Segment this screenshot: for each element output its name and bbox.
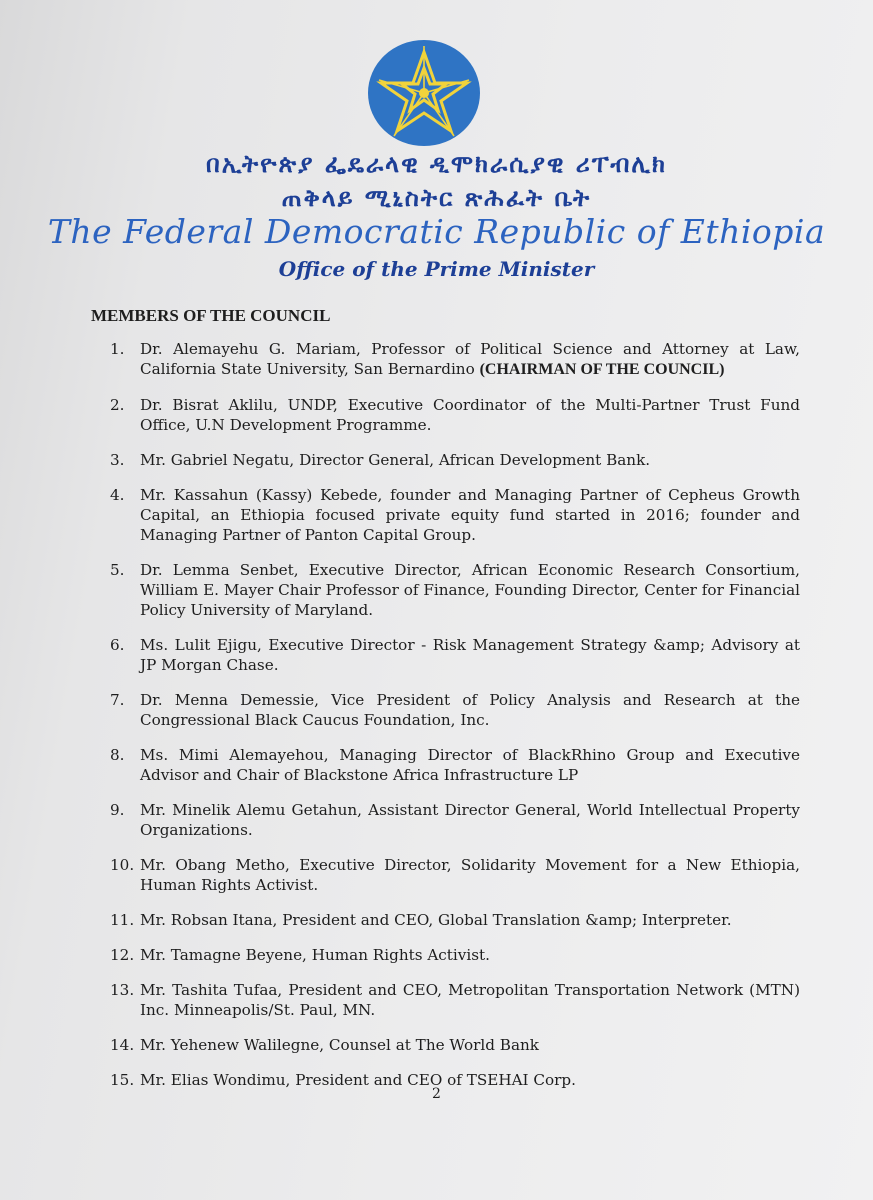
member-description: Mr. Gabriel Negatu, Director General, African Development Bank. — [140, 451, 651, 469]
member-description: Dr. Menna Demessie, Vice President of Policy Analysis and Research at the Congressional Black Caucus Foundation, Inc. — [140, 691, 800, 729]
members-list — [110, 339, 800, 1090]
amharic-office-name: ጠቅላይ ሚኒስትር ጽሕፈት ቤት — [281, 184, 592, 212]
item-number: 11. — [110, 911, 135, 929]
item-number: 14. — [110, 1036, 135, 1054]
member-description: Ms. Lulit Ejigu, Executive Director - Risk Management Strategy &amp; Advisory at JP Morgan Chase. — [140, 636, 800, 674]
ethiopian-emblem-icon — [366, 38, 482, 148]
item-number: 15. — [110, 1071, 135, 1089]
member-description: Mr. Tamagne Beyene, Human Rights Activist. — [140, 946, 490, 964]
list-item — [110, 745, 800, 785]
list-item — [110, 560, 800, 620]
amharic-country-name: በኢትዮጵያ ፌዴራላዊ ዲሞክራሲያዊ ሪፐብሊክ — [206, 150, 667, 178]
list-item — [110, 635, 800, 675]
item-number: 9. — [110, 801, 125, 819]
list-item — [110, 395, 800, 435]
list-item — [110, 945, 800, 965]
member-description: Dr. Lemma Senbet, Executive Director, African Economic Research Consortium, William E. Mayer Chair Professor of Finance, Founding Director, Center for Financial Policy University of Maryland. — [140, 561, 800, 619]
member-description: Dr. Bisrat Aklilu, UNDP, Executive Coordinator of the Multi-Partner Trust Fund Office, U.N Development Programme. — [140, 396, 800, 434]
member-description: Mr. Obang Metho, Executive Director, Solidarity Movement for a New Ethiopia, Human Rights Activist. — [140, 856, 800, 894]
item-number: 6. — [110, 636, 125, 654]
section-heading: MEMBERS OF THE COUNCIL — [91, 306, 331, 325]
list-item — [110, 910, 800, 930]
member-description: Mr. Yehenew Walilegne, Counsel at The World Bank — [140, 1036, 540, 1054]
item-number: 4. — [110, 486, 125, 504]
member-description: Mr. Elias Wondimu, President and CEO of TSEHAI Corp. — [140, 1071, 576, 1089]
chairman-label: (CHAIRMAN OF THE COUNCIL) — [479, 361, 725, 378]
item-number: 2. — [110, 396, 125, 414]
item-number: 7. — [110, 691, 125, 709]
list-item — [110, 1035, 800, 1055]
item-number: 10. — [110, 856, 135, 874]
office-title: Office of the Prime Minister — [278, 257, 595, 281]
list-item — [110, 855, 800, 895]
item-number: 13. — [110, 981, 135, 999]
member-description: Dr. Alemayehu G. Mariam, Professor of Political Science and Attorney at Law, California State University, San Bernardino — [140, 340, 800, 378]
item-number: 3. — [110, 451, 125, 469]
page-number: 2 — [432, 1086, 441, 1102]
list-item — [110, 450, 800, 470]
list-item — [110, 690, 800, 730]
member-description: Mr. Robsan Itana, President and CEO, Global Translation &amp; Interpreter. — [140, 911, 732, 929]
member-description: Ms. Mimi Alemayehou, Managing Director of BlackRhino Group and Executive Advisor and Chair of Blackstone Africa Infrastructure LP — [140, 746, 800, 784]
list-item — [110, 800, 800, 840]
item-number: 8. — [110, 746, 125, 764]
item-number: 1. — [110, 340, 125, 358]
member-description: Mr. Tashita Tufaa, President and CEO, Metropolitan Transportation Network (MTN) Inc. Minneapolis/St. Paul, MN. — [140, 981, 800, 1019]
member-description: Mr. Minelik Alemu Getahun, Assistant Director General, World Intellectual Property Organizations. — [140, 801, 800, 839]
list-item — [110, 485, 800, 545]
country-title: The Federal Democratic Republic of Ethiopia — [47, 212, 826, 251]
item-number: 5. — [110, 561, 125, 579]
list-item — [110, 339, 800, 380]
item-number: 12. — [110, 946, 135, 964]
member-description: Mr. Kassahun (Kassy) Kebede, founder and Managing Partner of Cepheus Growth Capital, an Ethiopia focused private equity fund started in 2016; founder and Managing Partner of Panton Capital Group. — [140, 486, 800, 544]
list-item — [110, 980, 800, 1020]
